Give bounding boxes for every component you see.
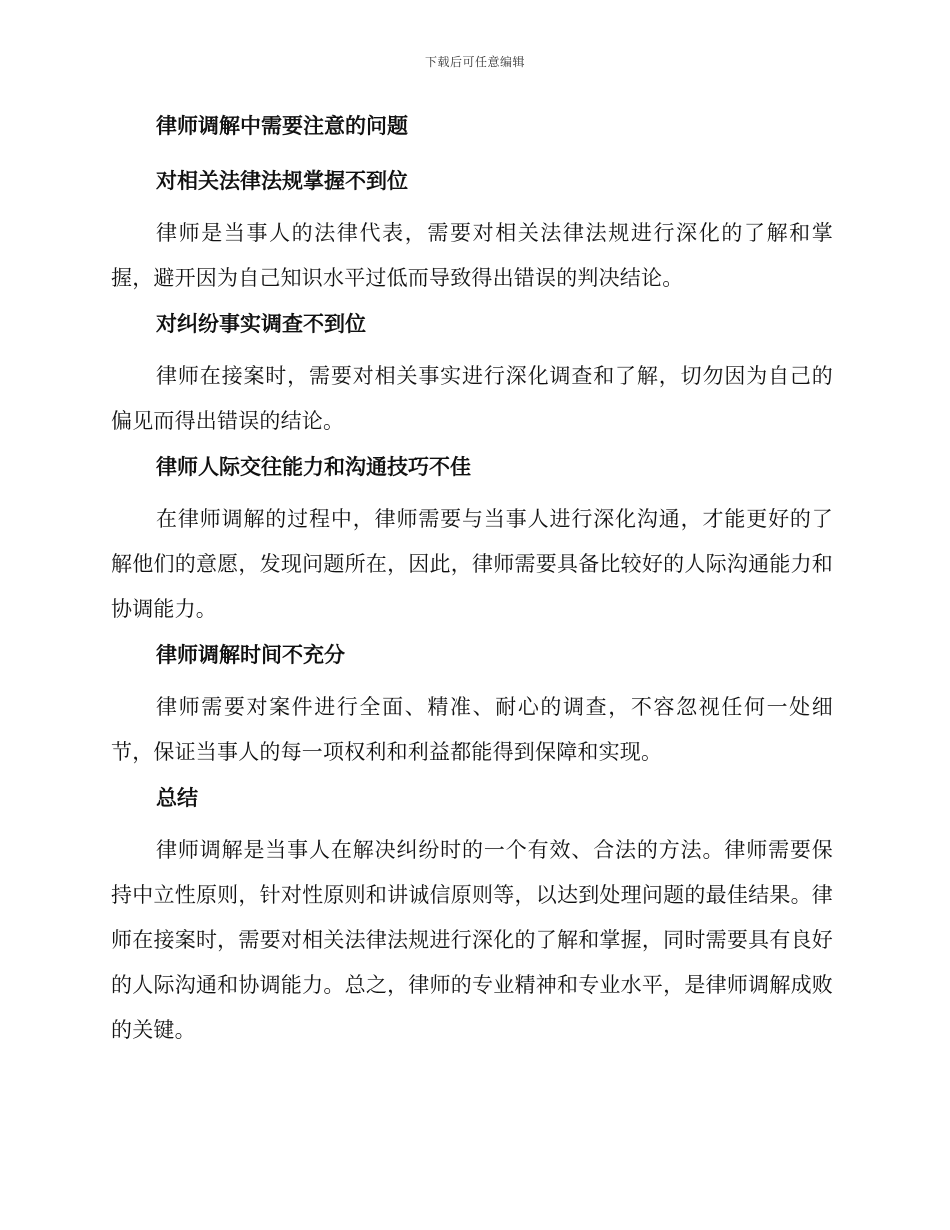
section-heading-communication-skills: 律师人际交往能力和沟通技巧不佳 — [156, 455, 471, 479]
section-heading-legal-knowledge: 对相关法律法规掌握不到位 — [156, 169, 408, 193]
section-paragraph-fact-investigation: 律师在接案时，需要对相关事实进行深化调查和了解，切勿因为自己的偏见而得出错误的结论。 — [111, 364, 833, 433]
section-heading-summary: 总结 — [156, 786, 198, 810]
section-paragraph-communication-skills: 在律师调解的过程中，律师需要与当事人进行深化沟通，才能更好的了解他们的意愿，发现问题所在，因此，律师需要具备比较好的人际沟通能力和协调能力。 — [111, 507, 833, 621]
section-paragraph-insufficient-time: 律师需要对案件进行全面、精准、耐心的调查，不容忽视任何一处细节，保证当事人的每一项权利和利益都能得到保障和实现。 — [111, 695, 833, 764]
section-paragraph-summary: 律师调解是当事人在解决纠纷时的一个有效、合法的方法。律师需要保持中立性原则，针对性原则和讲诚信原则等，以达到处理问题的最佳结果。律师在接案时，需要对相关法律法规进行深化的了解和掌握，同时需要具有良好的人际沟通和协调能力。总之，律师的专业精神和专业水平，是律师调解成败的关键。 — [111, 838, 833, 1042]
section-heading-fact-investigation: 对纠纷事实调查不到位 — [156, 312, 366, 336]
document-body — [111, 106, 833, 1053]
section-paragraph-legal-knowledge: 律师是当事人的法律代表，需要对相关法律法规进行深化的了解和掌握，避开因为自己知识水平过低而导致得出错误的判决结论。 — [111, 221, 833, 290]
section-heading-insufficient-time: 律师调解时间不充分 — [156, 643, 345, 667]
document-title: 律师调解中需要注意的问题 — [156, 114, 408, 138]
header-note: 下载后可任意编辑 — [424, 55, 525, 69]
